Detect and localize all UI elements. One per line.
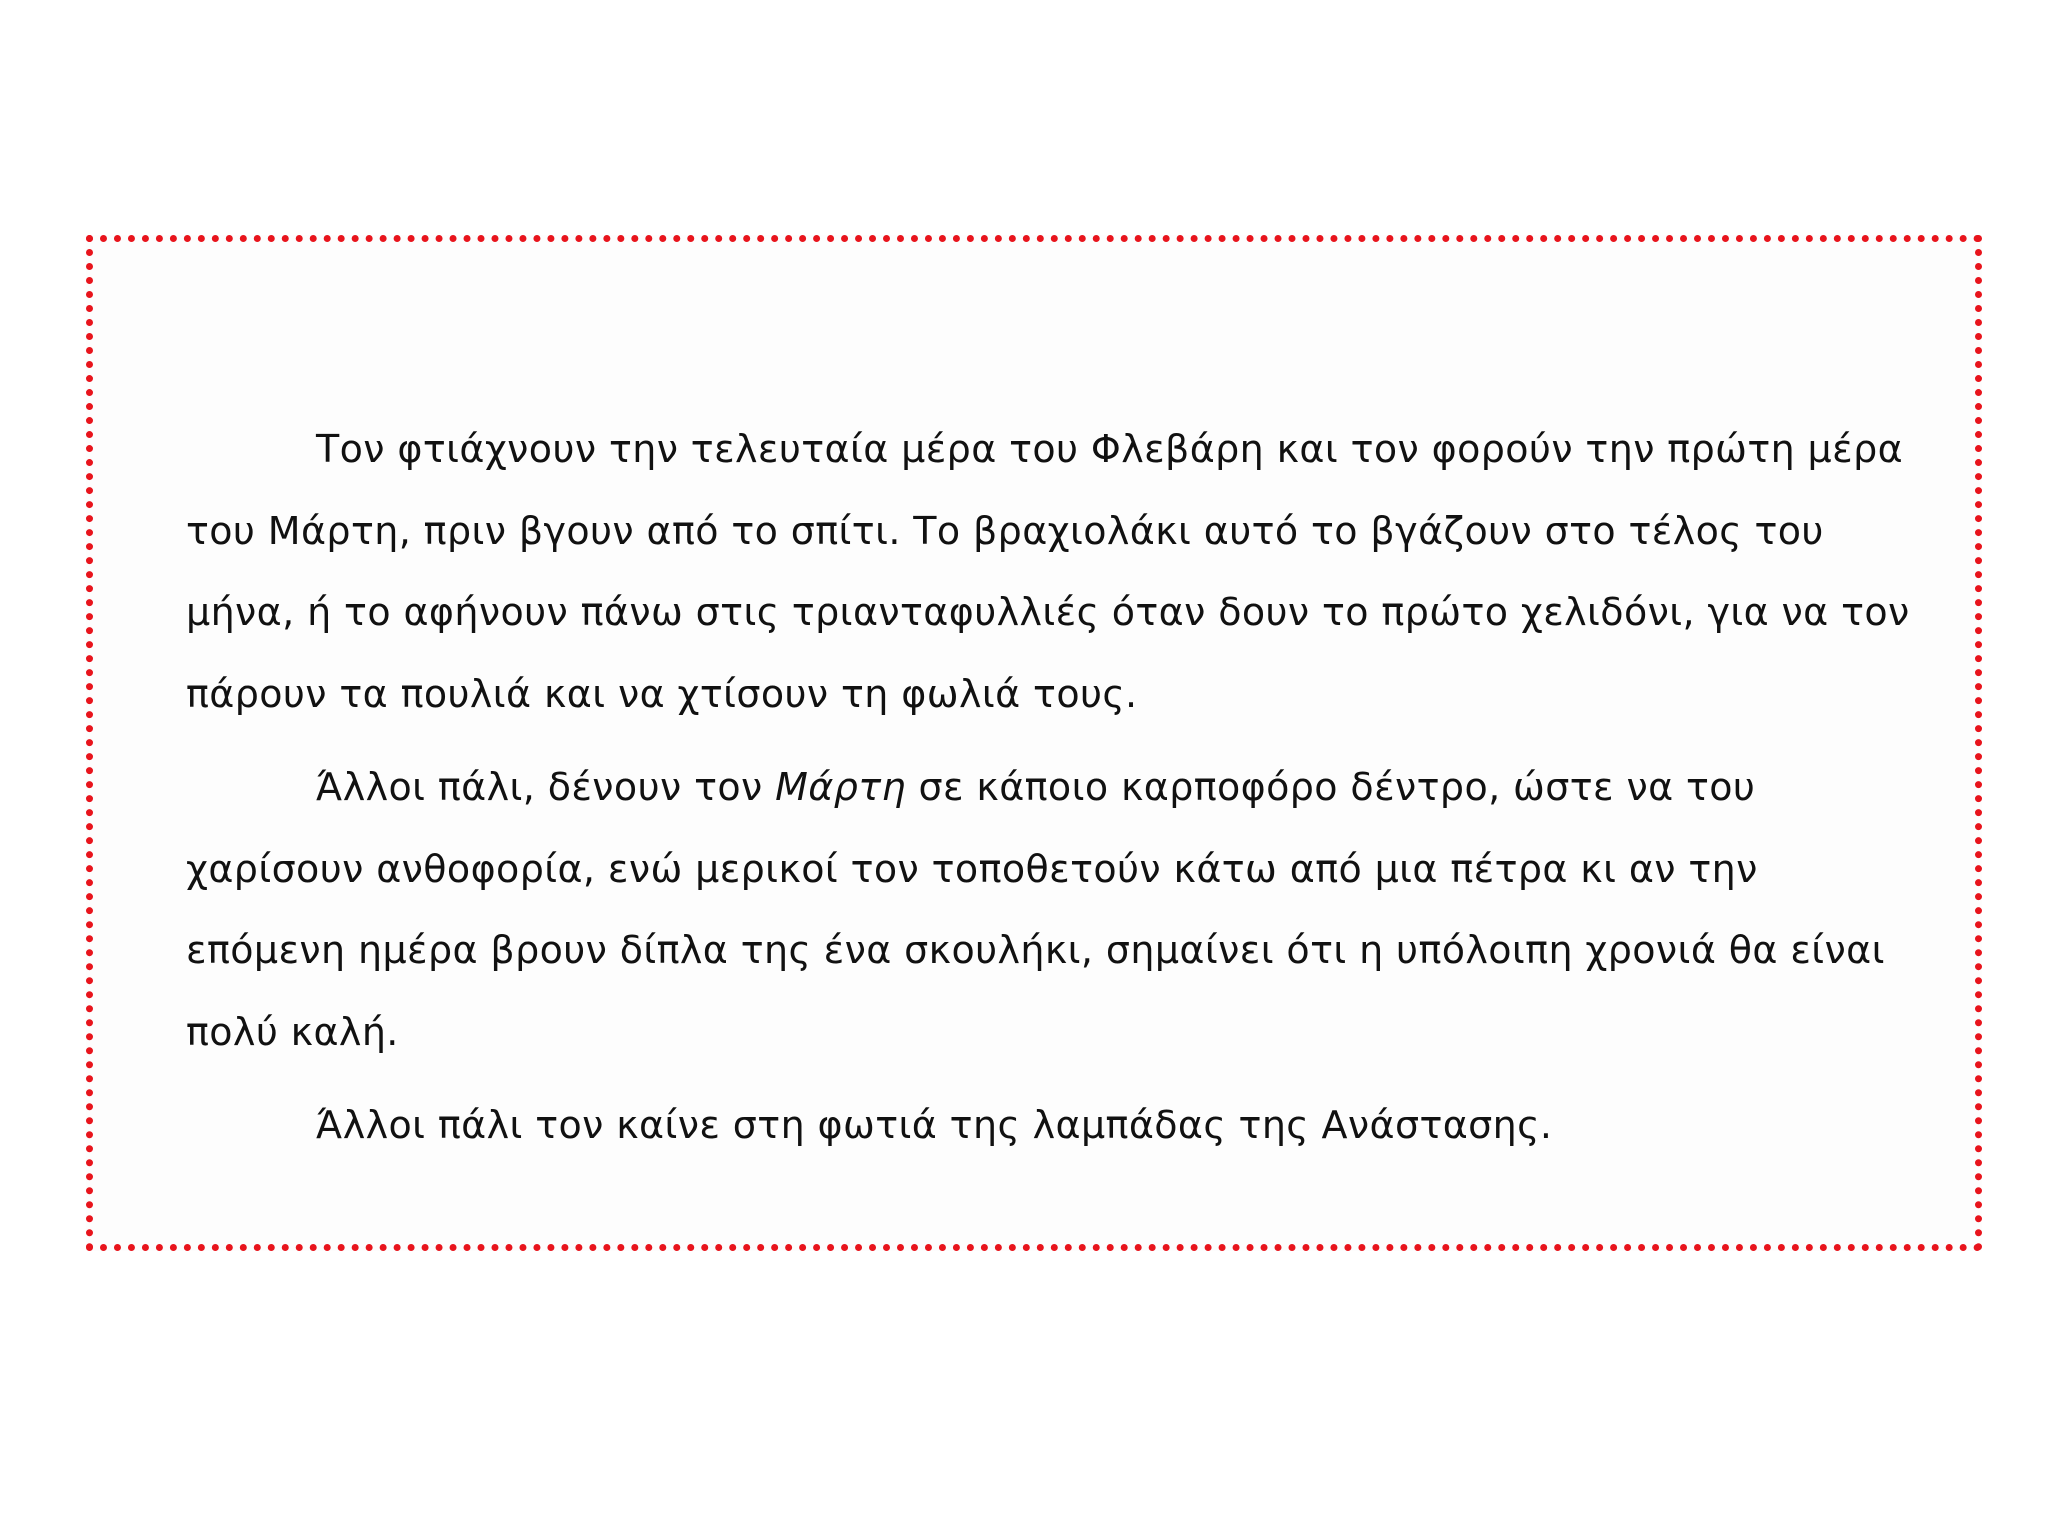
paragraph-3 xyxy=(186,1085,1941,1167)
paragraph-line: Τον φτιάχνουν την τελευταία μέρα του Φλεβάρη και τον φορούν την πρώτη μέρα xyxy=(316,427,1904,471)
paragraph-line: πολύ καλή. xyxy=(186,1009,399,1054)
paragraph-2 xyxy=(186,747,1941,1073)
text-run: Άλλοι πάλι, δένουν τον xyxy=(316,765,776,809)
paragraph-line: του Μάρτη, πριν βγουν από το σπίτι. Το βραχιολάκι αυτό το βγάζουν στο τέλος του xyxy=(186,508,1824,553)
paragraph-line: χαρίσουν ανθοφορία, ενώ μερικοί τον τοποθετούν κάτω από μια πέτρα κι αν την xyxy=(186,846,1758,891)
paragraph-line: μήνα, ή το αφήνουν πάνω στις τριανταφυλλιές όταν δουν το πρώτο χελιδόνι, για να τον xyxy=(186,590,1910,634)
paragraph-line: επόμενη ημέρα βρουν δίπλα της ένα σκουλήκι, σημαίνει ότι η υπόλοιπη χρονιά θα είναι xyxy=(186,928,1885,972)
document-text xyxy=(186,409,1941,1179)
text-run: σε κάποιο καρποφόρο δέντρο, ώστε να του xyxy=(906,765,1756,809)
paragraph-line xyxy=(186,747,1941,829)
paragraph-line: Άλλοι πάλι τον καίνε στη φωτιά της λαμπάδας της Ανάστασης. xyxy=(316,1103,1553,1147)
italic-term: Μάρτη xyxy=(775,765,907,809)
paragraph-1 xyxy=(186,409,1941,735)
paragraph-line: πάρουν τα πουλιά και να χτίσουν τη φωλιά τους. xyxy=(186,671,1138,716)
